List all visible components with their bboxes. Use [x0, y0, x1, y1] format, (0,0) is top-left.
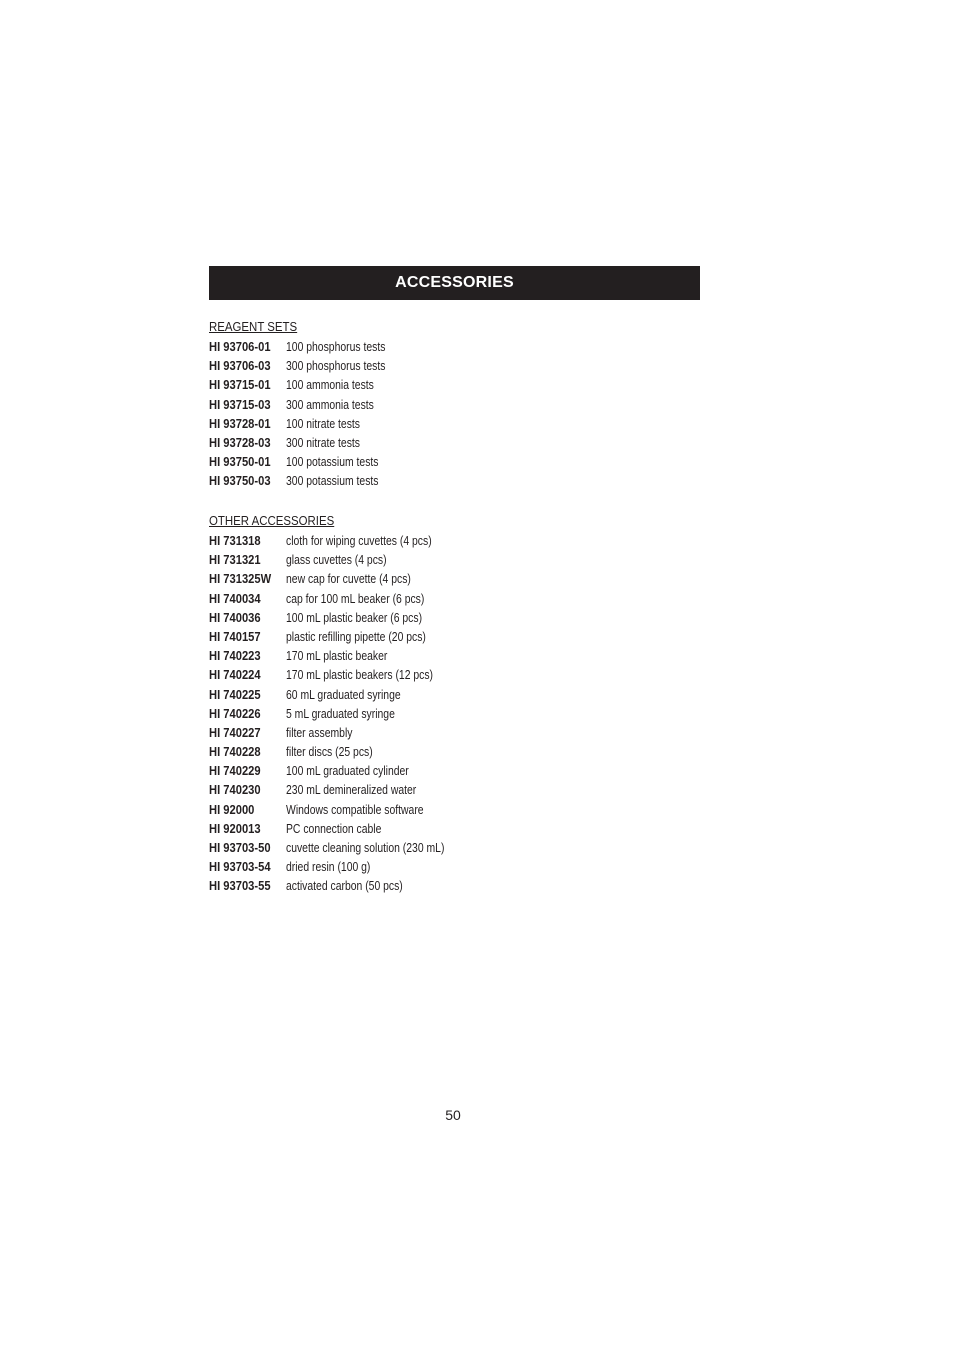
item-description: cuvette cleaning solution (230 mL): [286, 840, 445, 855]
page-title: ACCESSORIES: [395, 274, 514, 291]
item-description: cloth for wiping cuvettes (4 pcs): [286, 533, 432, 548]
list-item: [209, 723, 351, 742]
item-code: HI 740230: [209, 782, 261, 798]
reagent-sets-section: [209, 318, 386, 491]
other-accessories-list: [209, 531, 445, 896]
item-description: filter assembly: [286, 724, 353, 740]
item-code: HI 731325W: [209, 571, 272, 587]
item-description: 100 mL graduated cylinder: [286, 763, 409, 779]
item-description: cap for 100 mL beaker (6 pcs): [286, 590, 425, 606]
reagent-sets-list: [209, 337, 386, 491]
item-description: 5 mL graduated syringe: [286, 705, 395, 721]
item-description: 170 mL plastic beakers (12 pcs): [286, 667, 434, 683]
item-code: HI 93706-01: [209, 339, 271, 354]
list-item: [209, 356, 386, 375]
list-item: [209, 569, 411, 588]
item-description: 60 mL graduated syringe: [286, 686, 401, 702]
item-code: HI 731318: [209, 533, 261, 548]
list-item: [209, 452, 379, 471]
item-description: 170 mL plastic beaker: [286, 648, 388, 664]
item-description: Windows compatible software: [286, 801, 424, 817]
item-description: 100 ammonia tests: [286, 377, 374, 393]
item-code: HI 740226: [209, 705, 261, 721]
item-code: HI 93728-03: [209, 434, 271, 450]
list-item: [209, 608, 423, 627]
item-description: 230 mL demineralized water: [286, 782, 417, 798]
item-description: PC connection cable: [286, 820, 382, 836]
list-item: [209, 819, 382, 838]
item-description: 300 nitrate tests: [286, 434, 360, 450]
list-item: [209, 375, 374, 394]
list-item: [209, 742, 373, 761]
list-item: [209, 589, 425, 608]
item-code: HI 93750-01: [209, 454, 271, 470]
item-code: HI 93703-55: [209, 878, 271, 894]
list-item: [209, 857, 371, 876]
list-item: [209, 761, 409, 780]
item-description: 100 nitrate tests: [286, 415, 360, 431]
section-title-bar: [209, 266, 700, 300]
item-description: plastic refilling pipette (20 pcs): [286, 628, 426, 644]
reagent-sets-heading: REAGENT SETS: [209, 319, 298, 334]
item-code: HI 740157: [209, 628, 261, 644]
list-item: [209, 665, 434, 684]
list-item: [209, 550, 387, 569]
item-code: HI 731321: [209, 552, 261, 568]
item-code: HI 740229: [209, 763, 261, 779]
item-code: HI 740227: [209, 724, 261, 740]
list-item: [209, 531, 432, 550]
list-item: [209, 414, 360, 433]
item-description: new cap for cuvette (4 pcs): [286, 571, 411, 587]
item-code: HI 93715-01: [209, 377, 271, 393]
list-item: [209, 337, 386, 356]
item-description: 300 potassium tests: [286, 473, 379, 489]
item-code: HI 740034: [209, 590, 261, 606]
item-code: HI 93750-03: [209, 473, 271, 489]
item-description: filter discs (25 pcs): [286, 744, 373, 760]
list-item: [209, 704, 395, 723]
item-code: HI 740225: [209, 686, 261, 702]
item-description: activated carbon (50 pcs): [286, 878, 403, 894]
page-number: 50: [445, 1107, 461, 1123]
item-description: 100 phosphorus tests: [286, 339, 386, 354]
item-code: HI 920013: [209, 820, 261, 836]
list-item: [209, 780, 417, 799]
item-code: HI 93715-03: [209, 396, 271, 412]
item-description: 300 ammonia tests: [286, 396, 374, 412]
item-code: HI 93703-54: [209, 859, 271, 875]
list-item: [209, 471, 379, 490]
list-item: [209, 433, 360, 452]
item-description: glass cuvettes (4 pcs): [286, 552, 387, 568]
item-code: HI 93706-03: [209, 358, 271, 374]
list-item: [209, 876, 403, 895]
item-code: HI 93703-50: [209, 840, 271, 855]
item-code: HI 92000: [209, 801, 255, 817]
item-description: 100 mL plastic beaker (6 pcs): [286, 609, 423, 625]
list-item: [209, 685, 401, 704]
item-code: HI 93728-01: [209, 415, 271, 431]
list-item: [209, 395, 374, 414]
item-code: HI 740224: [209, 667, 261, 683]
item-description: dried resin (100 g): [286, 859, 371, 875]
list-item: [209, 838, 445, 857]
item-code: HI 740228: [209, 744, 261, 760]
other-accessories-section: [209, 512, 445, 896]
list-item: [209, 800, 424, 819]
item-description: 300 phosphorus tests: [286, 358, 386, 374]
other-accessories-heading: OTHER ACCESSORIES: [209, 513, 335, 528]
list-item: [209, 646, 388, 665]
item-description: 100 potassium tests: [286, 454, 379, 470]
list-item: [209, 627, 426, 646]
item-code: HI 740036: [209, 609, 261, 625]
item-code: HI 740223: [209, 648, 261, 664]
